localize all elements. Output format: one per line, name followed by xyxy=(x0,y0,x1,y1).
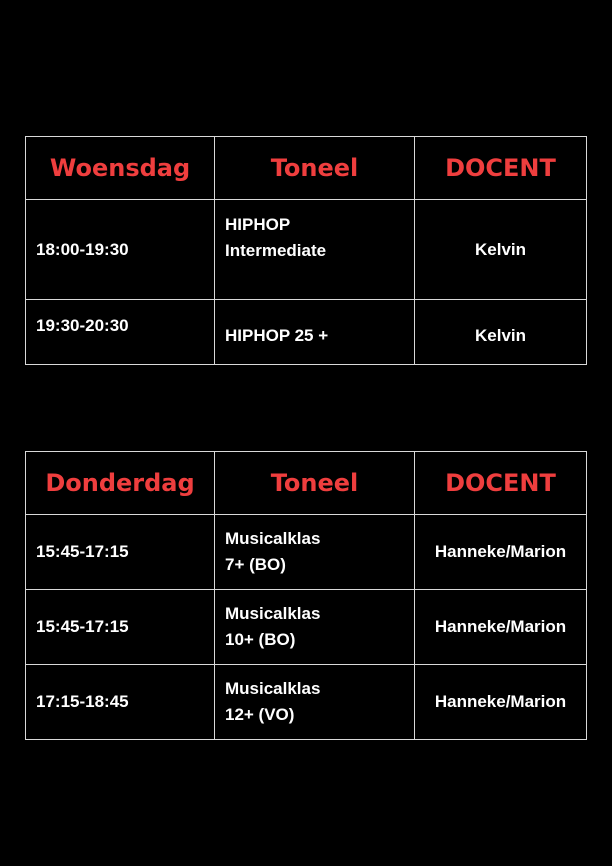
teacher-header: DOCENT xyxy=(415,452,587,515)
course-cell xyxy=(215,590,415,665)
teacher-cell: Hanneke/Marion xyxy=(415,590,587,665)
day-header: Woensdag xyxy=(26,137,215,200)
course-name: HIPHOP 25 + xyxy=(225,326,329,345)
time-cell: 17:15-18:45 xyxy=(26,665,215,740)
teacher-cell: Kelvin xyxy=(415,200,587,300)
course-cell xyxy=(215,200,415,300)
course-level: 10+ (BO) xyxy=(225,630,296,649)
time-text: 19:30-20:30 xyxy=(36,316,129,335)
thursday-schedule-table xyxy=(25,451,587,740)
course-level: Intermediate xyxy=(225,240,327,260)
table-row xyxy=(26,665,587,740)
time-cell: 15:45-17:15 xyxy=(26,590,215,665)
course-name: Musicalklas xyxy=(225,604,321,623)
time-cell xyxy=(26,300,215,365)
table-row xyxy=(26,590,587,665)
time-cell: 15:45-17:15 xyxy=(26,515,215,590)
table-row xyxy=(26,200,587,300)
table-row xyxy=(26,515,587,590)
course-name: HIPHOP xyxy=(225,214,291,234)
teacher-cell xyxy=(415,300,587,365)
day-header: Donderdag xyxy=(26,452,215,515)
course-cell xyxy=(215,665,415,740)
course-name: Musicalklas xyxy=(225,679,321,698)
table-header-row xyxy=(26,137,587,200)
table-header-row xyxy=(26,452,587,515)
course-name: Musicalklas xyxy=(225,529,321,548)
course-level: 7+ (BO) xyxy=(225,555,286,574)
subject-header: Toneel xyxy=(215,452,415,515)
teacher-header: DOCENT xyxy=(415,137,587,200)
subject-header: Toneel xyxy=(215,137,415,200)
wednesday-schedule-table xyxy=(25,136,587,365)
course-cell xyxy=(215,300,415,365)
course-level: 12+ (VO) xyxy=(225,705,295,724)
teacher-name: Kelvin xyxy=(474,326,527,345)
table-row xyxy=(26,300,587,365)
course-cell xyxy=(215,515,415,590)
teacher-cell: Hanneke/Marion xyxy=(415,515,587,590)
teacher-cell: Hanneke/Marion xyxy=(415,665,587,740)
time-cell: 18:00-19:30 xyxy=(26,200,215,300)
